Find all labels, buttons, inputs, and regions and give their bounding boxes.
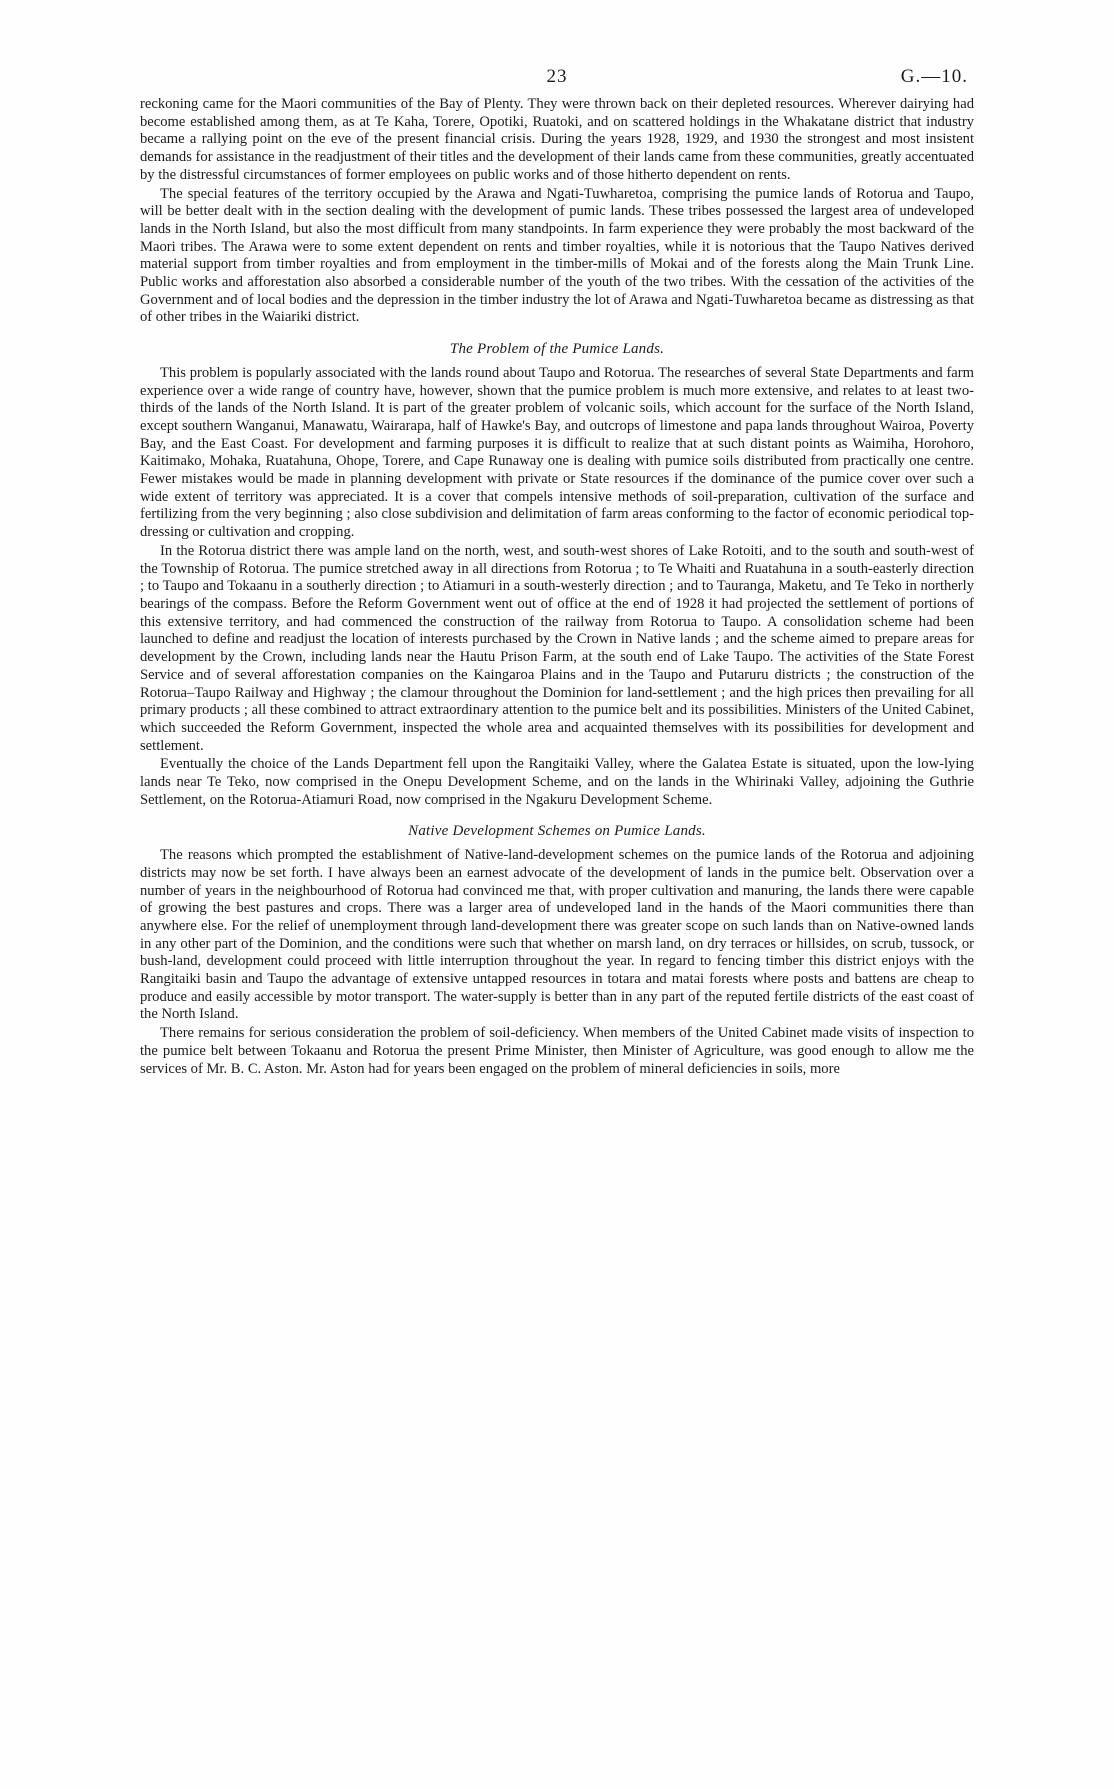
- page-number: 23: [546, 66, 568, 87]
- paragraph: reckoning came for the Maori communities of the Bay of Plenty. They were thrown back on their depleted resources. Wherever dairying had become established among them, as at Te Kaha, Torere, Opotiki, Ruatoki, and on scattered holdings in the Whakatane district that industry became a rallying point on the eve of the present financial crisis. During the years 1928, 1929, and 1930 the strongest and most insistent demands for assistance in the readjustment of their titles and the development of their lands came from these communities, greatly accentuated by the distressful circumstances of former employees on public works and of those hitherto dependent on rents.: [140, 96, 974, 183]
- section-heading: Native Development Schemes on Pumice Lands.: [408, 823, 706, 840]
- section-heading: The Problem of the Pumice Lands.: [449, 341, 665, 358]
- paragraph: This problem is popularly associated with the lands round about Taupo and Rotorua. The researches of several State Departments and farm experience over a wide range of country have, however, shown that the pumice problem is much more extensive, and relates to at least two-thirds of the lands of the North Island. It is part of the greater problem of volcanic soils, which account for the surface of the North Island, except southern Wanganui, Manawatu, Wairarapa, half of Hawke's Bay, and outcrops of limestone and papa lands throughout Wairoa, Poverty Bay, and the East Coast. For development and farming purposes it is difficult to realize that at such distant points as Waimiha, Horohoro, Kaitimako, Mohaka, Ruatahuna, Ohope, Torere, and Cape Runaway one is dealing with pumice soils distributed from practically one centre. Fewer mistakes would be made in planning development with private or State resources if the dominance of the pumice cover over such a wide extent of territory was appreciated. It is a cover that compels intensive methods of soil-preparation, cultivation of the surface and fertilizing from the very beginning ; also close subdivision and delimitation of farm areas conforming to the factor of economic periodical top-dressing or cultivation and cropping.: [140, 364, 974, 541]
- document-reference: G.—10.: [900, 66, 968, 87]
- paragraph: The special features of the territory occupied by the Arawa and Ngati-Tuwharetoa, comprising the pumice lands of Rotorua and Taupo, will be better dealt with in the section dealing with the development of pumic lands. These tribes possessed the largest area of undeveloped lands in the North Island, but also the most difficult from many standpoints. In farm experience they were probably the most backward of the Maori tribes. The Arawa were to some extent dependent on rents and timber royalties, while it is notorious that the Taupo Natives derived material support from timber royalties and from employment in the timber-mills of Mokai and of the forests along the Main Trunk Line. Public works and afforestation also absorbed a considerable number of the youth of the two tribes. With the cessation of the activities of the Government and of local bodies and the depression in the timber industry the lot of Arawa and Ngati-Tuwharetoa became as distressing as that of other tribes in the Waiariki district.: [140, 185, 974, 326]
- paragraph: There remains for serious consideration the problem of soil-deficiency. When members of the United Cabinet made visits of inspection to the pumice belt between Tokaanu and Rotorua the present Prime Minister, then Minister of Agriculture, was good enough to allow me the services of Mr. B. C. Aston. Mr. Aston had for years been engaged on the problem of mineral deficiencies in soils, more: [140, 1025, 974, 1077]
- paragraph: The reasons which prompted the establishment of Native-land-development schemes on the pumice lands of the Rotorua and adjoining districts may now be set forth. I have always been an earnest advocate of the development of lands in the pumice belt. Observation over a number of years in the neighbourhood of Rotorua had convinced me that, with proper cultivation and manuring, the lands there were capable of growing the best pastures and crops. There was a larger area of undeveloped land in the hands of the Maori communities there than anywhere else. For the relief of unemployment through land-development there was greater scope on such lands than on Native-owned lands in any other part of the Dominion, and the conditions were such that whether on marsh land, on dry terraces or hillsides, on scrub, tussock, or bush-land, development could proceed with little interruption throughout the year. In regard to fencing timber this district enjoys with the Rangitaiki basin and Taupo the advantage of extensive untapped resources in totara and matai forests where posts and battens are cheap to produce and easily accessible by motor transport. The water-supply is better than in any part of the reputed fertile districts of the east coast of the North Island.: [140, 847, 974, 1023]
- paragraph: Eventually the choice of the Lands Department fell upon the Rangitaiki Valley, where the Galatea Estate is situated, upon the low-lying lands near Te Teko, now comprised in the Onepu Development Scheme, and on the lands in the Whirinaki Valley, adjoining the Guthrie Settlement, on the Rotorua-Atiamuri Road, now comprised in the Ngakuru Development Scheme.: [140, 756, 974, 808]
- document-body: [140, 96, 974, 1079]
- paragraph: In the Rotorua district there was ample land on the north, west, and south-west shores of Lake Rotoiti, and to the south and south-west of the Township of Rotorua. The pumice stretched away in all directions from Rotorua ; to Te Whaiti and Ruatahuna in a south-easterly direction ; to Taupo and Tokaanu in a southerly direction ; to Atiamuri in a south-westerly direction ; and to Tauranga, Maketu, and Te Teko in northerly bearings of the compass. Before the Reform Government went out of office at the end of 1928 it had projected the settlement of portions of this extensive territory, and had commenced the construction of the railway from Rotorua to Taupo. A consolidation scheme had been launched to define and readjust the location of interests purchased by the Crown in Native lands ; and the scheme aimed to prepare areas for development by the Crown, including lands near the Hautu Prison Farm, at the south end of Lake Taupo. The activities of the State Forest Service and of several afforestation companies on the Kaingaroa Plains and in the Taupo and Putaruru districts ; the construction of the Rotorua–Taupo Railway and Highway ; the clamour throughout the Dominion for land-settlement ; and the high prices then prevailing for all primary products ; all these combined to attract extraordinary attention to the pumice belt and its possibilities. Ministers of the United Cabinet, which succeeded the Reform Government, inspected the whole area and acquainted themselves with its possibilities for development and settlement.: [140, 542, 974, 754]
